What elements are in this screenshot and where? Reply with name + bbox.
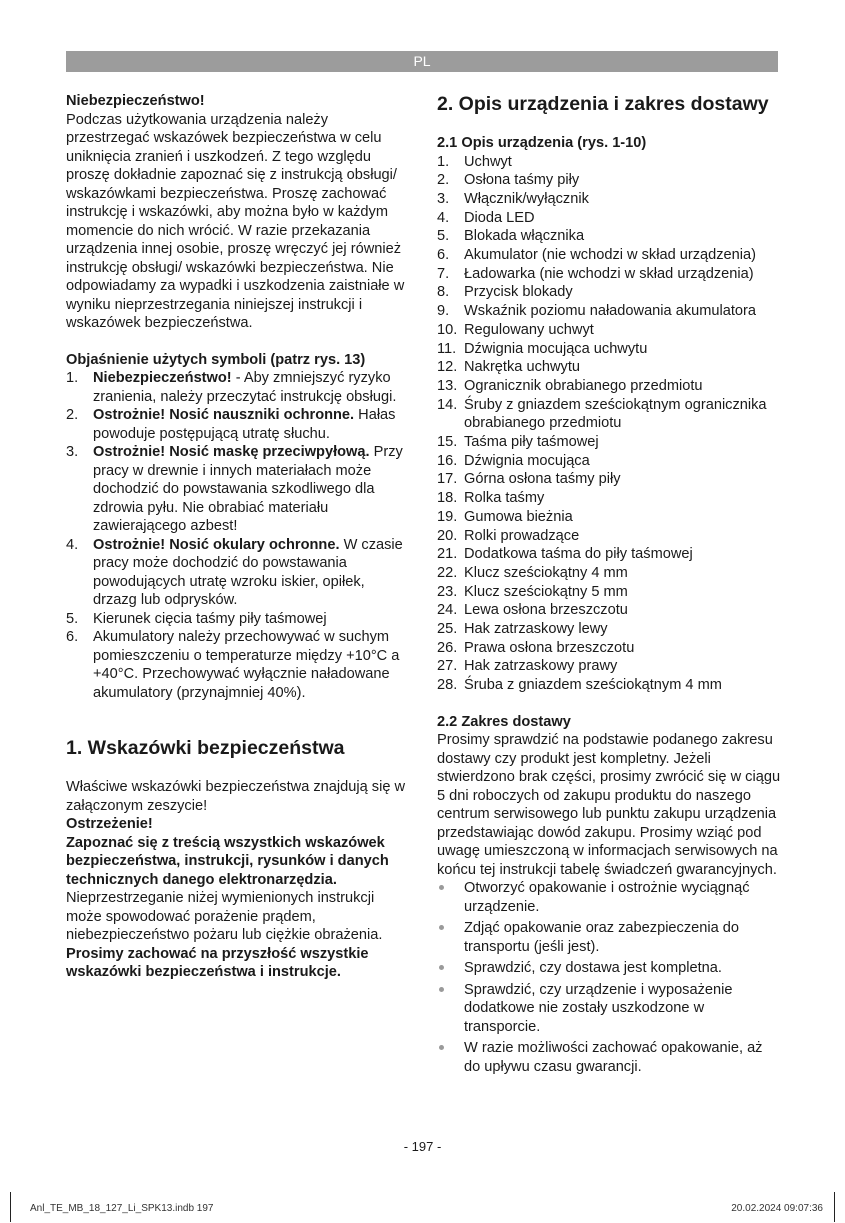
list-item: 14. Śruby z gniazdem sześciokątnym ogranicznika obrabianego przedmiotu [437,396,767,432]
list-item: 18. Rolka taśmy [437,490,545,507]
list-item: 13. Ogranicznik obrabianego przedmiotu [437,377,703,394]
danger-title: Niebezpieczeństwo! [66,93,205,109]
symbols-title: Objaśnienie użytych symboli (patrz rys. 13) [66,351,366,368]
list-item: 10. Regulowany uchwyt [437,321,594,338]
symbol-item: 4. Ostrożnie! Nosić okulary ochronne. W czasie pracy może dochodzić do powstawania powodujących utratę wzroku iskier, opiłek, drzazg lub odprysków. [66,536,403,608]
bullet-item: Zdjąć opakowanie oraz zabezpieczenia do transportu (jeśli jest). [437,919,782,956]
list-item: 22. Klucz sześciokątny 4 mm [437,564,628,581]
crop-mark-left [10,1192,11,1222]
list-item: 2. Osłona taśmy piły [437,172,580,189]
language-header-bar [66,51,778,72]
list-item: 12. Nakrętka uchwytu [437,359,580,376]
delivery-bullets [437,879,782,1076]
list-item: 5. Blokada włącznika [437,228,585,245]
list-item: 19. Gumowa bieżnia [437,508,573,525]
list-item: 27. Hak zatrzaskowy prawy [437,658,618,675]
list-item: 23. Klucz sześciokątny 5 mm [437,583,628,600]
list-item: 1. Uchwyt [437,153,512,170]
symbol-item: 2. Ostrożnie! Nosić nauszniki ochronne. Hałas powoduje postępującą utratę słuchu. [66,407,396,442]
symbols-list [66,369,406,702]
section2-heading: 2. Opis urządzenia i zakres dostawy [437,93,769,115]
list-item: 24. Lewa osłona brzeszczotu [437,602,628,619]
symbol-item: 5. Kierunek cięcia taśmy piły taśmowej [66,610,327,627]
bullet-item: Otworzyć opakowanie i ostrożnie wyciągnąć urządzenie. [437,879,782,916]
list-item: 25. Hak zatrzaskowy lewy [437,621,608,638]
section1-heading: 1. Wskazówki bezpieczeństwa [66,737,345,759]
list-item: 9. Wskaźnik poziomu naładowania akumulatora [437,303,757,320]
list-item: 4. Dioda LED [437,209,535,226]
delivery-text: Prosimy sprawdzić na podstawie podanego zakresu dostawy czy produkt jest kompletny. Jeżeli stwierdzono brak części, prosimy zwrócić się w ciągu 5 dni roboczych od zakupu produktu do naszego centrum serwisowego lub punktu zakupu urządzenia przedstawiając dowód zakupu. Prosimy wziąć pod uwagę umieszczoną w informacjach serwisowych na końcu tej instrukcji tabelę świadczeń gwarancyjnych. [437,732,781,878]
parts-list [437,153,782,695]
warning-paragraph: Zapoznać się z treścią wszystkich wskazówek bezpieczeństwa, instrukcji, rysunków i danych technicznych danego elektronarzędzia. Nieprzestrzeganie niżej wymienionych instrukcji może spowodować porażenie prądem, niebezpieczeństwo pożaru lub ciężkie obrażenia. [66,834,389,943]
warning-title: Ostrzeżenie! [66,816,153,832]
list-item: 11. Dźwignia mocująca uchwytu [437,340,648,357]
footer-datetime: 20.02.2024 09:07:36 [731,1203,823,1214]
sub21-title: 2.1 Opis urządzenia (rys. 1-10) [437,135,647,151]
danger-text: Podczas użytkowania urządzenia należy przestrzegać wskazówek bezpieczeństwa w celu uniknięcia zranień i uszkodzeń. Z tego względu proszę dokładnie zapoznać się z instrukcją obsługi/ wskazówkami bezpieczeństwa. Proszę zachować instrukcję i wskazówki, aby można było w każdym momencie do nich wrócić. W razie przekazania urządzenia innej osobie, proszę wręczyć jej również instrukcję obsługi/ wskazówki bezpieczeństwa. Nie odpowiadamy za wypadki i uszkodzenia zaistniałe w wyniku nieprzestrzegania niniejszej instrukcji i wskazówek bezpieczeństwa. [66,111,405,331]
list-item: 3. Włącznik/wyłącznik [437,190,589,207]
symbol-item: 1. Niebezpieczeństwo! - Aby zmniejszyć ryzyko zranienia, należy przeczytać instrukcję obsługi. [66,370,397,405]
list-item: 21. Dodatkowa taśma do piły taśmowej [437,546,693,563]
section1-text: Właściwe wskazówki bezpieczeństwa znajdują się w załączonym zeszycie! [66,779,406,814]
symbol-item: 6. Akumulatory należy przechowywać w suchym pomieszczeniu o temperaturze między +10°C a +40°C. Przechowywać wyłącznie naładowane akumulatory (przynajmniej 40%). [66,629,400,701]
list-item: 8. Przycisk blokady [437,284,573,301]
list-item: 15. Taśma piły taśmowej [437,434,599,451]
bullet-item: Sprawdzić, czy dostawa jest kompletna. [437,959,782,978]
keep-instructions-text: Prosimy zachować na przyszłość wszystkie wskazówki bezpieczeństwa i instrukcje. [66,945,369,980]
symbol-item: 3. Ostrożnie! Nosić maskę przeciwpyłową. Przy pracy w drewnie i innych materiałach może dochodzić do powstawania szkodliwego dla zdrowia pyłu. Nie obrabiać materiału zawierającego azbest! [66,444,403,534]
left-column [66,92,406,982]
bullet-item: Sprawdzić, czy urządzenie i wyposażenie dodatkowe nie zostały uszkodzone w transporcie. [437,981,782,1037]
list-item: 17. Górna osłona taśmy piły [437,471,621,488]
page-number: - 197 - [403,1139,442,1154]
language-label: PL [413,53,431,69]
crop-mark-right [834,1192,835,1222]
list-item: 28. Śruba z gniazdem sześciokątnym 4 mm [437,677,722,694]
list-item: 26. Prawa osłona brzeszczotu [437,639,635,656]
list-item: 7. Ładowarka (nie wchodzi w skład urządzenia) [437,265,754,282]
list-item: 6. Akumulator (nie wchodzi w skład urządzenia) [437,247,757,264]
bullet-item: W razie możliwości zachować opakowanie, aż do upływu czasu gwarancji. [437,1039,782,1076]
sub22-title: 2.2 Zakres dostawy [437,713,571,730]
list-item: 20. Rolki prowadzące [437,527,580,544]
list-item: 16. Dźwignia mocująca [437,452,590,469]
right-column [437,92,782,1079]
footer-filename: Anl_TE_MB_18_127_Li_SPK13.indb 197 [30,1203,214,1214]
